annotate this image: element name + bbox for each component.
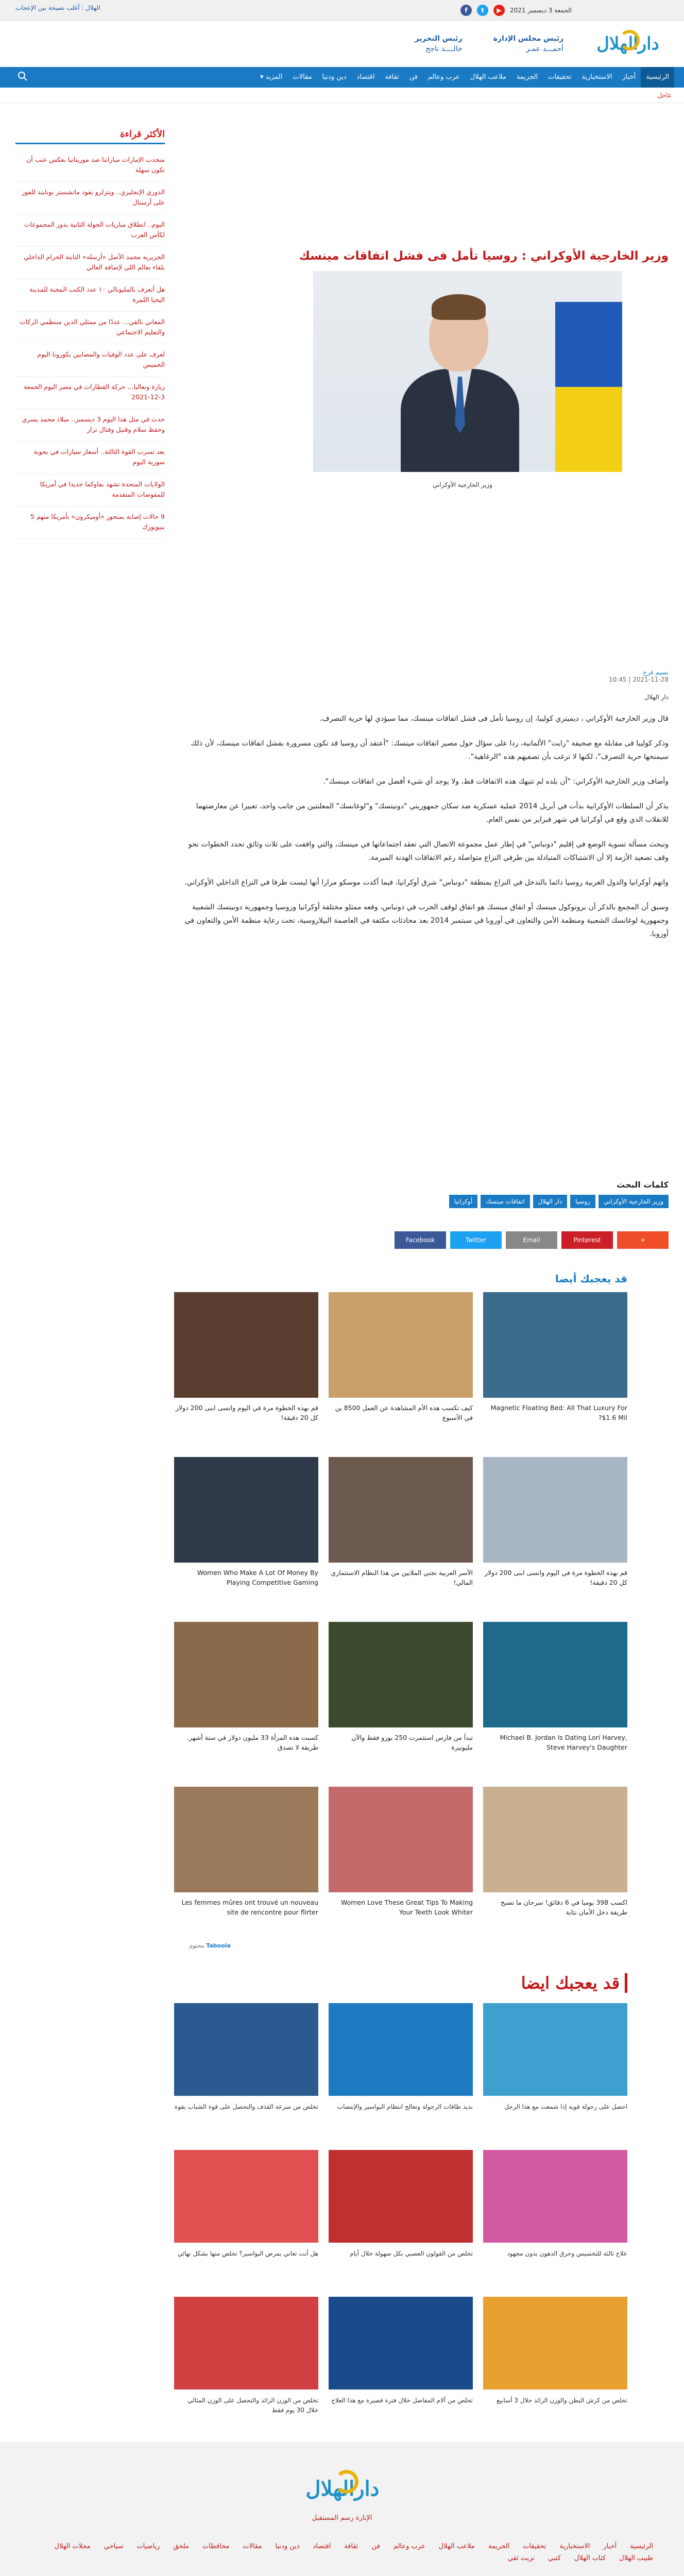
- taboola-card[interactable]: [329, 1457, 473, 1612]
- recommended-thumbnail: [329, 2003, 473, 2096]
- recommended-card[interactable]: [329, 2297, 473, 2433]
- nav-item-crime[interactable]: الجريمة: [516, 73, 538, 81]
- recommended-card[interactable]: [483, 2150, 627, 2286]
- recommended-card-title: تخلص من كرش البطن والوزن الزائد خلال 3 أسابيع: [497, 2397, 627, 2404]
- nav-item-home[interactable]: الرئيسية: [641, 67, 674, 88]
- recommended-thumbnail: [483, 2150, 627, 2243]
- recommended-card-title: احصل على رجولة قوية إذا شمعت مع هذا الرجل: [504, 2103, 627, 2110]
- nav-item-more[interactable]: المزيد ▾: [260, 73, 283, 81]
- taboola-card[interactable]: [483, 1622, 627, 1776]
- share-more-button[interactable]: +: [617, 1231, 669, 1249]
- taboola-card[interactable]: [329, 1292, 473, 1447]
- nav-item-world[interactable]: عرب وعالم: [427, 73, 460, 81]
- taboola-thumbnail: [174, 1622, 318, 1727]
- share-email-button[interactable]: Email: [506, 1231, 557, 1249]
- article-paragraph: وسبق أن المجمع بالذكر أن بروتوكول مينسك أو اتفاق مينسك هو اتفاق لوقف الحرب في دونباس، وقعه ممثلو مختلفة أوكرانيا وروسيا وجمهورية دونيتسك الشعبية وجمهورية لوغانسك الشعبية ومنظمة الأمن والتعاون في أوروبا في سبتمبر 2014 بعد محادثات مكثفة في العاصمة البيلاروسية، تحت رعاية منظمة الأمن والتعاون في أوروبا.: [184, 903, 669, 938]
- board-role: رئيس مجلس الإدارة: [493, 35, 563, 43]
- recommended-card[interactable]: [174, 2003, 318, 2140]
- keyword-tag[interactable]: روسيا: [570, 1195, 595, 1208]
- taboola-thumbnail: [174, 1457, 318, 1563]
- minister-portrait: [401, 292, 519, 472]
- taboola-thumbnail: [483, 1292, 627, 1398]
- taboola-card-title: Magnetic Floating Bed: All That Luxury For $1.6 Mil?: [490, 1404, 627, 1421]
- footer-link[interactable]: ملاعب الهلال: [438, 2543, 475, 2550]
- nav-item-sports[interactable]: ملاعب الهلال: [470, 73, 506, 81]
- share-bar: [395, 1231, 669, 1249]
- footer-link[interactable]: ثقافة: [344, 2543, 358, 2550]
- taboola-card[interactable]: [329, 1622, 473, 1776]
- taboola-card[interactable]: [483, 1787, 627, 1941]
- taboola-thumbnail: [483, 1457, 627, 1563]
- recommended-card[interactable]: [174, 2297, 318, 2433]
- taboola-card-title: تبدأ من فارس استثمرت 250 يورو فقط والآن مليونيرة: [351, 1734, 473, 1751]
- footer-link[interactable]: مقالات: [243, 2543, 262, 2550]
- main-navigation: [0, 67, 684, 88]
- most-read-item[interactable]: المعاني بالقي... عددًا من ممثلي الدين منتظمي الركات والتعليم الاجتماعي: [15, 312, 165, 344]
- taboola-card-title: كسبت هذه المرأة 33 مليون دولار في ستة أشهر. طريقة لا تصدق: [187, 1734, 318, 1751]
- recommended-thumbnail: [329, 2150, 473, 2243]
- most-read-item[interactable]: هل أتعرف بالمليونالي ١٠ عدد الكتب المحبة للمدينة اليحيا اللمرة: [15, 279, 165, 312]
- taboola-card-title: الأسر العربية تجني الملايين من هذا النظام الاستثماري المالي!: [331, 1569, 473, 1586]
- footer-link[interactable]: الرئيسية: [630, 2543, 653, 2550]
- nav-item-articles[interactable]: مقالات: [293, 73, 312, 81]
- footer-link[interactable]: عرب وعالم: [393, 2543, 425, 2550]
- most-read-item[interactable]: الولايات المتحدة تشهد بقاوكما جديدا في أمريكا للمفوضات المتقدمة: [15, 474, 165, 506]
- taboola-card-title: Les femmes mûres ont trouvé un nouveau site de rencontre pour flirter: [181, 1899, 318, 1916]
- site-footer: [0, 2442, 684, 2576]
- taboola-card-title: Michael B. Jordan Is Dating Lori Harvey, Steve Harvey's Daughter: [500, 1734, 627, 1751]
- recommended-card[interactable]: [483, 2297, 627, 2433]
- most-read-item[interactable]: اليوم.. انطلاق مباريات الجولة الثانية بدور المجموعات لكأس العرب: [15, 214, 165, 247]
- nav-item-investigations[interactable]: تحقيقات: [548, 73, 572, 81]
- taboola-thumbnail: [174, 1787, 318, 1892]
- footer-link[interactable]: نزيت ثقي: [507, 2554, 535, 2562]
- share-twitter-button[interactable]: Twitter: [450, 1231, 502, 1249]
- taboola-thumbnail: [483, 1787, 627, 1892]
- footer-link[interactable]: طبيب الهلال: [619, 2554, 653, 2562]
- footer-link[interactable]: رياضيات: [136, 2543, 160, 2550]
- recommended-card-title: تخلص من الوزن الزائد والتحصل على الوزن المثالي خلال 30 يوم فقط: [187, 2397, 318, 2414]
- taboola-card[interactable]: [174, 1457, 318, 1612]
- recommended-card-title: تخلص من سرعة القذف والتحصل على قوة الشباب بقوة: [174, 2103, 318, 2110]
- taboola-card-title: كيف تكسب هذه الأم المشاهدة عن العمل 8500 ين في الأسبوع: [335, 1404, 473, 1421]
- taboola-thumbnail: [329, 1622, 473, 1727]
- footer-slogan: الإنارة رسم المستقبل: [312, 2514, 372, 2522]
- article-paragraph: قال وزير الخارجية الأوكراني ، ديميتري كوليبا، إن روسيا تأمل فى فشل اتفاقات مينسك، مما سيؤدي لها حرية التصرف.: [319, 715, 669, 723]
- recommended-card[interactable]: [329, 2003, 473, 2140]
- footer-link[interactable]: فن: [371, 2543, 380, 2550]
- image-caption: وزير الخارجية الأوكراني: [433, 481, 492, 488]
- most-read-item[interactable]: منحدب الإمارات مباراتنا ضد موريتانيا بعكس عنب أن تكون سهلة: [15, 149, 165, 182]
- youtube-icon[interactable]: ▶: [493, 5, 505, 16]
- article-source: دار الهلال: [644, 693, 669, 701]
- footer-link[interactable]: تحقيقات: [523, 2543, 546, 2550]
- most-read-item[interactable]: لعرف على عدد الوفيات والمصابين بكورونا اليوم الخميس: [15, 344, 165, 377]
- keyword-tag[interactable]: أوكرانيا: [449, 1195, 477, 1208]
- most-read-title: الأكثر قراءة: [15, 129, 165, 144]
- ticker-text[interactable]: الهلال : أغلب نصيحة بين الإعجاب: [15, 4, 100, 11]
- most-read-sidebar: [15, 129, 165, 539]
- footer-links: [30, 2543, 653, 2562]
- taboola-card[interactable]: [174, 1787, 318, 1941]
- taboola-thumbnail: [329, 1292, 473, 1398]
- footer-link[interactable]: مجلات الهلال: [54, 2543, 91, 2550]
- share-facebook-button[interactable]: Facebook: [395, 1231, 446, 1249]
- footer-link[interactable]: ملحق: [173, 2543, 189, 2550]
- taboola-card[interactable]: [174, 1292, 318, 1447]
- footer-link[interactable]: كتبي: [548, 2554, 561, 2562]
- taboola-card[interactable]: [329, 1787, 473, 1941]
- recommended-thumbnail: [329, 2297, 473, 2389]
- recommended-card-title: بديد طاقات الرجولة وتعالج انتظام البواسير والإنتصاب: [337, 2103, 473, 2110]
- nav-item-news[interactable]: أخبار: [622, 73, 636, 81]
- nav-item-religion[interactable]: دين ودنيا: [322, 73, 347, 81]
- article: [177, 247, 669, 941]
- taboola-card-title: قم بهذه الخطوة مرة في اليوم وانسى ابنى 200 دولار كل 20 دقيقة!: [175, 1404, 318, 1421]
- taboola-thumbnail: [174, 1292, 318, 1398]
- footer-link[interactable]: محافظات: [202, 2543, 230, 2550]
- taboola-card[interactable]: [174, 1622, 318, 1776]
- article-author[interactable]: نسيم فرح: [643, 669, 669, 676]
- article-paragraph: يذكر أن السلطات الأوكرانية بدأت في أبريل 2014 عملية عسكرية ضد سكان جمهوريتي "دونيتسك" و"لوغانسك" المعلنتين من جانب واحد، تعبيرا عن معارضتهما للانقلاب الذي وقع في أوكرانيا في شهر فبراير من نفس العام.: [196, 802, 669, 824]
- taboola-brand: Taboola: [206, 1942, 231, 1949]
- board-name: أحمـــد عمـر: [525, 45, 563, 53]
- recommended-card-title: هل أنت تعاني بمرض البواسير؟ تخلص منها بشكل نهائي: [177, 2250, 318, 2257]
- recommended-thumbnail: [483, 2003, 627, 2096]
- article-paragraph: وذكر كوليبا فى مقابلة مع صحيفة "زايت" الألمانية، ردا على سؤال حول مصير اتفاقات مينسك: "أعتقد أن روسيا قد تكون مسرورة بفشل اتفاقات مينسك، لأن ذلك سيمنحها حرية التصرف"، لكنها لا ترغب بأن تصفيهم هذه "الرغاهية".: [191, 739, 669, 761]
- keywords-title: كلمات البحث: [617, 1180, 669, 1190]
- taboola-card-title: Women Love These Great Tips To Making Your Teeth Look Whiter: [341, 1899, 473, 1916]
- ukraine-flag: [555, 302, 622, 472]
- taboola-card-title: Women Who Make A Lot Of Money By Playing Competitive Gaming: [197, 1569, 318, 1586]
- share-pinterest-button[interactable]: Pinterest: [561, 1231, 613, 1249]
- editorial-heads: [415, 35, 563, 53]
- taboola-thumbnail: [329, 1787, 473, 1892]
- footer-link[interactable]: دين ودنيا: [275, 2543, 300, 2550]
- editor-in-chief: [415, 35, 462, 53]
- site-logo[interactable]: [584, 26, 672, 62]
- recommended-thumbnail: [483, 2297, 627, 2389]
- article-paragraph: وتبحث مسألة تسوية الوضع في إقليم "دونباس" في إطار عمل مجموعة الاتصال التي تعقد اجتماعاتها في مينسك، والتي وافقت على ثلاث وثائق تحدد الخطوات نحو وقف تصعيد الأزمة إلا أن الاشتباكات المتبادلة بين طرفي النزاع متواصلة رغم الاتفاقات الهدنة المبرمة.: [188, 840, 669, 862]
- taboola-title: قد يعجبك أيضا: [555, 1273, 627, 1285]
- crescent-logo-icon: [619, 30, 640, 50]
- most-read-item[interactable]: زيارة وتعاليا... حركة القطارات في مصر اليوم الجمعة 3-12-2021: [15, 377, 165, 409]
- article-image: [313, 271, 622, 472]
- taboola-card-title: اكسب 398 يوميا في 6 دقائق! سرحان ما تصبح طريقة دخل الأمان نثابة: [500, 1899, 627, 1916]
- most-read-item[interactable]: الجزيرية محمد الأصل «أرسله» الثابتة الحرام الداخلي بلقاء بعالم اللي لإضافة العالي: [15, 247, 165, 279]
- taboola-thumbnail: [483, 1622, 627, 1727]
- footer-logo-text: دارالهلال: [305, 2476, 380, 2501]
- crescent-logo-icon: [335, 2470, 358, 2494]
- keywords-section: [360, 1180, 669, 1208]
- facebook-icon[interactable]: f: [460, 5, 472, 16]
- ticker-label: عاجل: [657, 92, 672, 99]
- footer-link[interactable]: أخبار: [603, 2543, 617, 2550]
- most-read-item[interactable]: 9 حالات إصابة بمتحور «أوميكرون» بأمريكا منهم 5 بنيويورك: [15, 506, 165, 539]
- article-datetime: 2021-11-28 | 10:45: [608, 676, 669, 683]
- taboola-card[interactable]: [483, 1292, 627, 1447]
- footer-link[interactable]: سياحي: [104, 2543, 124, 2550]
- taboola-powered-by[interactable]: [189, 1942, 231, 1949]
- nav-item-intelligence[interactable]: الاستخبارية: [582, 73, 612, 81]
- recommended-thumbnail: [174, 2297, 318, 2389]
- recommended-thumbnail: [174, 2003, 318, 2096]
- editor-name: خالــــد ناجح: [425, 45, 463, 53]
- taboola-widget: [174, 1273, 627, 1941]
- twitter-icon[interactable]: t: [477, 5, 488, 16]
- keyword-tag[interactable]: اتفاقات مينسك: [481, 1195, 529, 1208]
- editor-role: رئيس التحرير: [415, 35, 463, 43]
- site-header: [0, 21, 684, 67]
- recommended-title: قد يعجبك ايضا: [174, 1973, 627, 1993]
- recommended-card[interactable]: [329, 2150, 473, 2286]
- keyword-tag[interactable]: دار الهلال: [533, 1195, 568, 1208]
- recommended-thumbnail: [174, 2150, 318, 2243]
- taboola-powered-label: محتوى: [189, 1942, 204, 1949]
- search-icon[interactable]: [15, 71, 28, 83]
- board-chairman: [493, 35, 563, 53]
- footer-link[interactable]: اقتصاد: [313, 2543, 331, 2550]
- nav-item-culture[interactable]: ثقافة: [385, 73, 399, 81]
- recommended-card-title: تخلص من القولون العصبي بكل سهولة خلال أيام: [350, 2250, 473, 2257]
- recommended-card[interactable]: [174, 2150, 318, 2286]
- nav-item-art[interactable]: فن: [409, 73, 418, 81]
- taboola-card-title: قم بهذه الخطوة مرة في اليوم وانسى ابنى 200 دولار كل 20 دقيقة!: [484, 1569, 627, 1586]
- article-meta: [177, 669, 669, 683]
- footer-link[interactable]: كتاب الهلال: [574, 2554, 606, 2562]
- article-title: وزير الخارجية الأوكراني : روسيا تأمل فى فشل اتفاقات مينسك: [299, 249, 669, 263]
- current-date: الجمعة 3 ديسمبر 2021: [510, 7, 572, 14]
- most-read-item[interactable]: الدوري الإنجليزي.. ويتزلرو يقود ماتشستر يونايتد للفوز على أرسنال: [15, 182, 165, 214]
- most-read-item[interactable]: حدث في مثل هذا اليوم 3 ديسمبر.. ميلاد محمد يسري وحفظ سلام وقتيل وقتال نزار: [15, 409, 165, 442]
- recommended-widget: [174, 1973, 627, 2433]
- footer-link[interactable]: الجريمة: [488, 2543, 510, 2550]
- recommended-card[interactable]: [483, 2003, 627, 2140]
- article-paragraph: واتهم أوكرانيا والدول الغربية روسيا دائما بالتدخل في النزاع بمنطقة "دونباس" شرق أوكرانيا، فيما أكدت موسكو مرارا أنها ليست طرفا في النزاع الداخلي الأوكراني.: [184, 878, 669, 887]
- footer-link[interactable]: الاستخبارية: [559, 2543, 590, 2550]
- top-bar: [0, 0, 684, 21]
- recommended-card-title: علاج ثالثة للتخسيس وحرق الدهون بدون مجهود: [507, 2250, 627, 2257]
- article-paragraph: وأضاف وزير الخارجية الأوكراني: "أن بلده لم تتبهك هذه الاتفاقات قط، ولا يوجد أي شيء أفضل من اتفاقات مينسك".: [323, 777, 669, 786]
- taboola-card[interactable]: [483, 1457, 627, 1612]
- most-read-item[interactable]: بعد تسرب القوة الثالثة.. أسعار سيارات في بحوية سورية اليوم: [15, 442, 165, 474]
- logo-text: دارالهلال: [596, 33, 659, 54]
- recommended-card-title: تخلص من آلام المفاصل خلال فترة قصيرة مع هذا العلاج: [331, 2397, 473, 2404]
- taboola-thumbnail: [329, 1457, 473, 1563]
- nav-item-economy[interactable]: اقتصاد: [356, 73, 375, 81]
- footer-logo[interactable]: [288, 2468, 397, 2509]
- keyword-tag[interactable]: وزير الخارجية الأوكراني: [598, 1195, 669, 1208]
